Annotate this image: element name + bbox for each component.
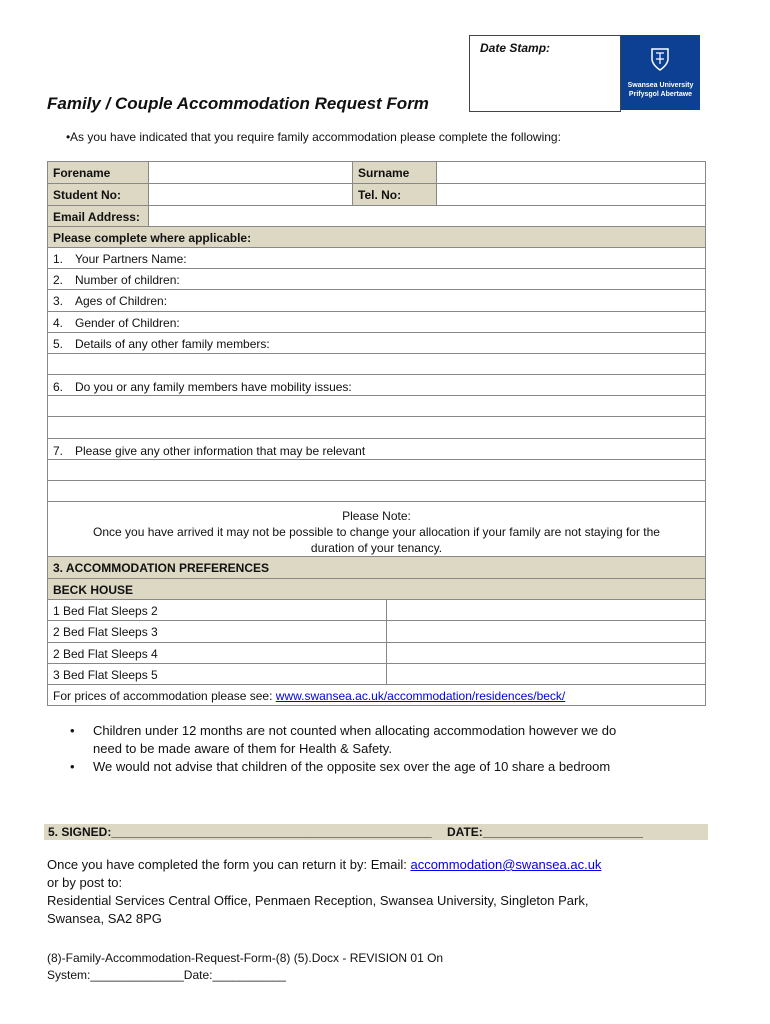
question-text: Details of any other family members: (75, 337, 270, 351)
bullet-line: Children under 12 months are not counted when allocating accommodation however we do (93, 723, 617, 738)
prices-row (48, 685, 705, 706)
question-number: 7. (53, 444, 64, 458)
surname-label: Surname (352, 162, 436, 183)
please-note (48, 502, 705, 557)
question-text: Gender of Children: (75, 316, 180, 330)
answer-row[interactable] (48, 481, 705, 502)
bullet-icon: • (66, 130, 71, 144)
email-label: Email Address: (48, 206, 148, 226)
question-3[interactable] (48, 290, 705, 312)
row-student-no (48, 184, 705, 206)
list-item (70, 722, 690, 758)
question-text: Your Partners Name: (75, 252, 187, 266)
bullet-icon: • (70, 759, 75, 774)
flat-label: 3 Bed Flat Sleeps 5 (53, 668, 158, 682)
note-line-1: Once you have arrived it may not be possible to change your allocation if your family are not staying for the (93, 525, 660, 539)
answer-row[interactable] (48, 396, 705, 417)
return-line-4: Swansea, SA2 8PG (47, 911, 162, 926)
logo-line-1: Swansea University (627, 82, 694, 89)
signature-bar (44, 824, 708, 840)
return-line-3: Residential Services Central Office, Penmaen Reception, Swansea University, Singleton Park, (47, 893, 589, 908)
form-title: Family / Couple Accommodation Request Form (47, 94, 429, 113)
tel-no-label: Tel. No: (352, 184, 436, 205)
logo-line-2: Prifysgol Abertawe (628, 91, 693, 98)
surname-input[interactable] (436, 162, 705, 183)
question-number: 2. (53, 273, 64, 287)
question-number: 5. (53, 337, 64, 351)
question-1[interactable] (48, 248, 705, 269)
bullet-line: need to be made aware of them for Health & Safety. (93, 741, 392, 756)
note-line-2: duration of your tenancy. (310, 541, 443, 555)
flat-label: 1 Bed Flat Sleeps 2 (53, 604, 158, 618)
question-7[interactable] (48, 439, 705, 460)
question-number: 4. (53, 316, 64, 330)
flat-label: 2 Bed Flat Sleeps 3 (53, 625, 158, 639)
flat-label: 2 Bed Flat Sleeps 4 (53, 647, 158, 661)
flat-row (48, 600, 705, 621)
answer-row[interactable] (48, 354, 705, 375)
question-4[interactable] (48, 312, 705, 333)
student-no-input[interactable] (148, 184, 352, 205)
section-applicable-heading: Please complete where applicable: (53, 231, 252, 245)
row-forename (48, 162, 705, 184)
tel-no-input[interactable] (436, 184, 705, 205)
intro-text: As you have indicated that you require family accommodation please complete the following: (70, 130, 561, 144)
date-field[interactable]: DATE:________________________ (447, 825, 643, 839)
prices-link[interactable]: www.swansea.ac.uk/accommodation/residences/beck/ (275, 689, 566, 703)
flat-row (48, 621, 705, 643)
bullet-icon: • (70, 723, 75, 738)
question-text: Do you or any family members have mobility issues: (75, 380, 352, 394)
question-number: 6. (53, 380, 64, 394)
answer-row[interactable] (48, 460, 705, 481)
answer-row[interactable] (48, 417, 705, 439)
notes-list (70, 722, 690, 776)
list-item (70, 758, 690, 776)
flat-choice-input[interactable] (386, 664, 705, 684)
forename-label: Forename (48, 162, 148, 183)
row-email (48, 206, 705, 227)
form-table (47, 161, 706, 706)
question-text: Number of children: (75, 273, 180, 287)
bullet-line: We would not advise that children of the opposite sex over the age of 10 share a bedroom (93, 759, 611, 774)
return-email-link[interactable]: accommodation@swansea.ac.uk (410, 857, 602, 872)
question-6[interactable] (48, 375, 705, 396)
question-number: 1. (53, 252, 64, 266)
date-stamp-label: Date Stamp: (480, 41, 551, 55)
prices-text: For prices of accommodation please see: (53, 689, 276, 703)
footer-line-1: (8)-Family-Accommodation-Request-Form-(8) (5).Docx - REVISION 01 On (47, 951, 444, 965)
flat-choice-input[interactable] (386, 621, 705, 642)
beck-house-row (48, 579, 705, 600)
student-no-label: Student No: (48, 184, 148, 205)
beck-house-heading: BECK HOUSE (53, 583, 134, 597)
question-5[interactable] (48, 333, 705, 354)
section-prefs (48, 557, 705, 579)
section-prefs-heading: 3. ACCOMMODATION PREFERENCES (53, 561, 270, 575)
return-instructions (47, 856, 727, 928)
question-number: 3. (53, 294, 64, 308)
question-text: Ages of Children: (75, 294, 168, 308)
crest-icon (651, 47, 669, 71)
university-logo (621, 35, 700, 110)
email-input[interactable] (148, 206, 705, 226)
footer-line-2: System:______________Date:___________ (47, 968, 286, 982)
signed-field[interactable]: 5. SIGNED:________________________________________________ (48, 825, 432, 839)
flat-row (48, 643, 705, 664)
flat-choice-input[interactable] (386, 600, 705, 620)
date-stamp-box (469, 35, 621, 112)
note-heading: Please Note: (342, 509, 411, 523)
question-text: Please give any other information that may be relevant (75, 444, 366, 458)
question-2[interactable] (48, 269, 705, 290)
flat-choice-input[interactable] (386, 643, 705, 663)
return-line-1: Once you have completed the form you can return it by: Email: (47, 857, 411, 872)
section-applicable (48, 227, 705, 248)
forename-input[interactable] (148, 162, 352, 183)
document-footer (47, 950, 547, 984)
return-line-2: or by post to: (47, 875, 123, 890)
flat-row (48, 664, 705, 685)
